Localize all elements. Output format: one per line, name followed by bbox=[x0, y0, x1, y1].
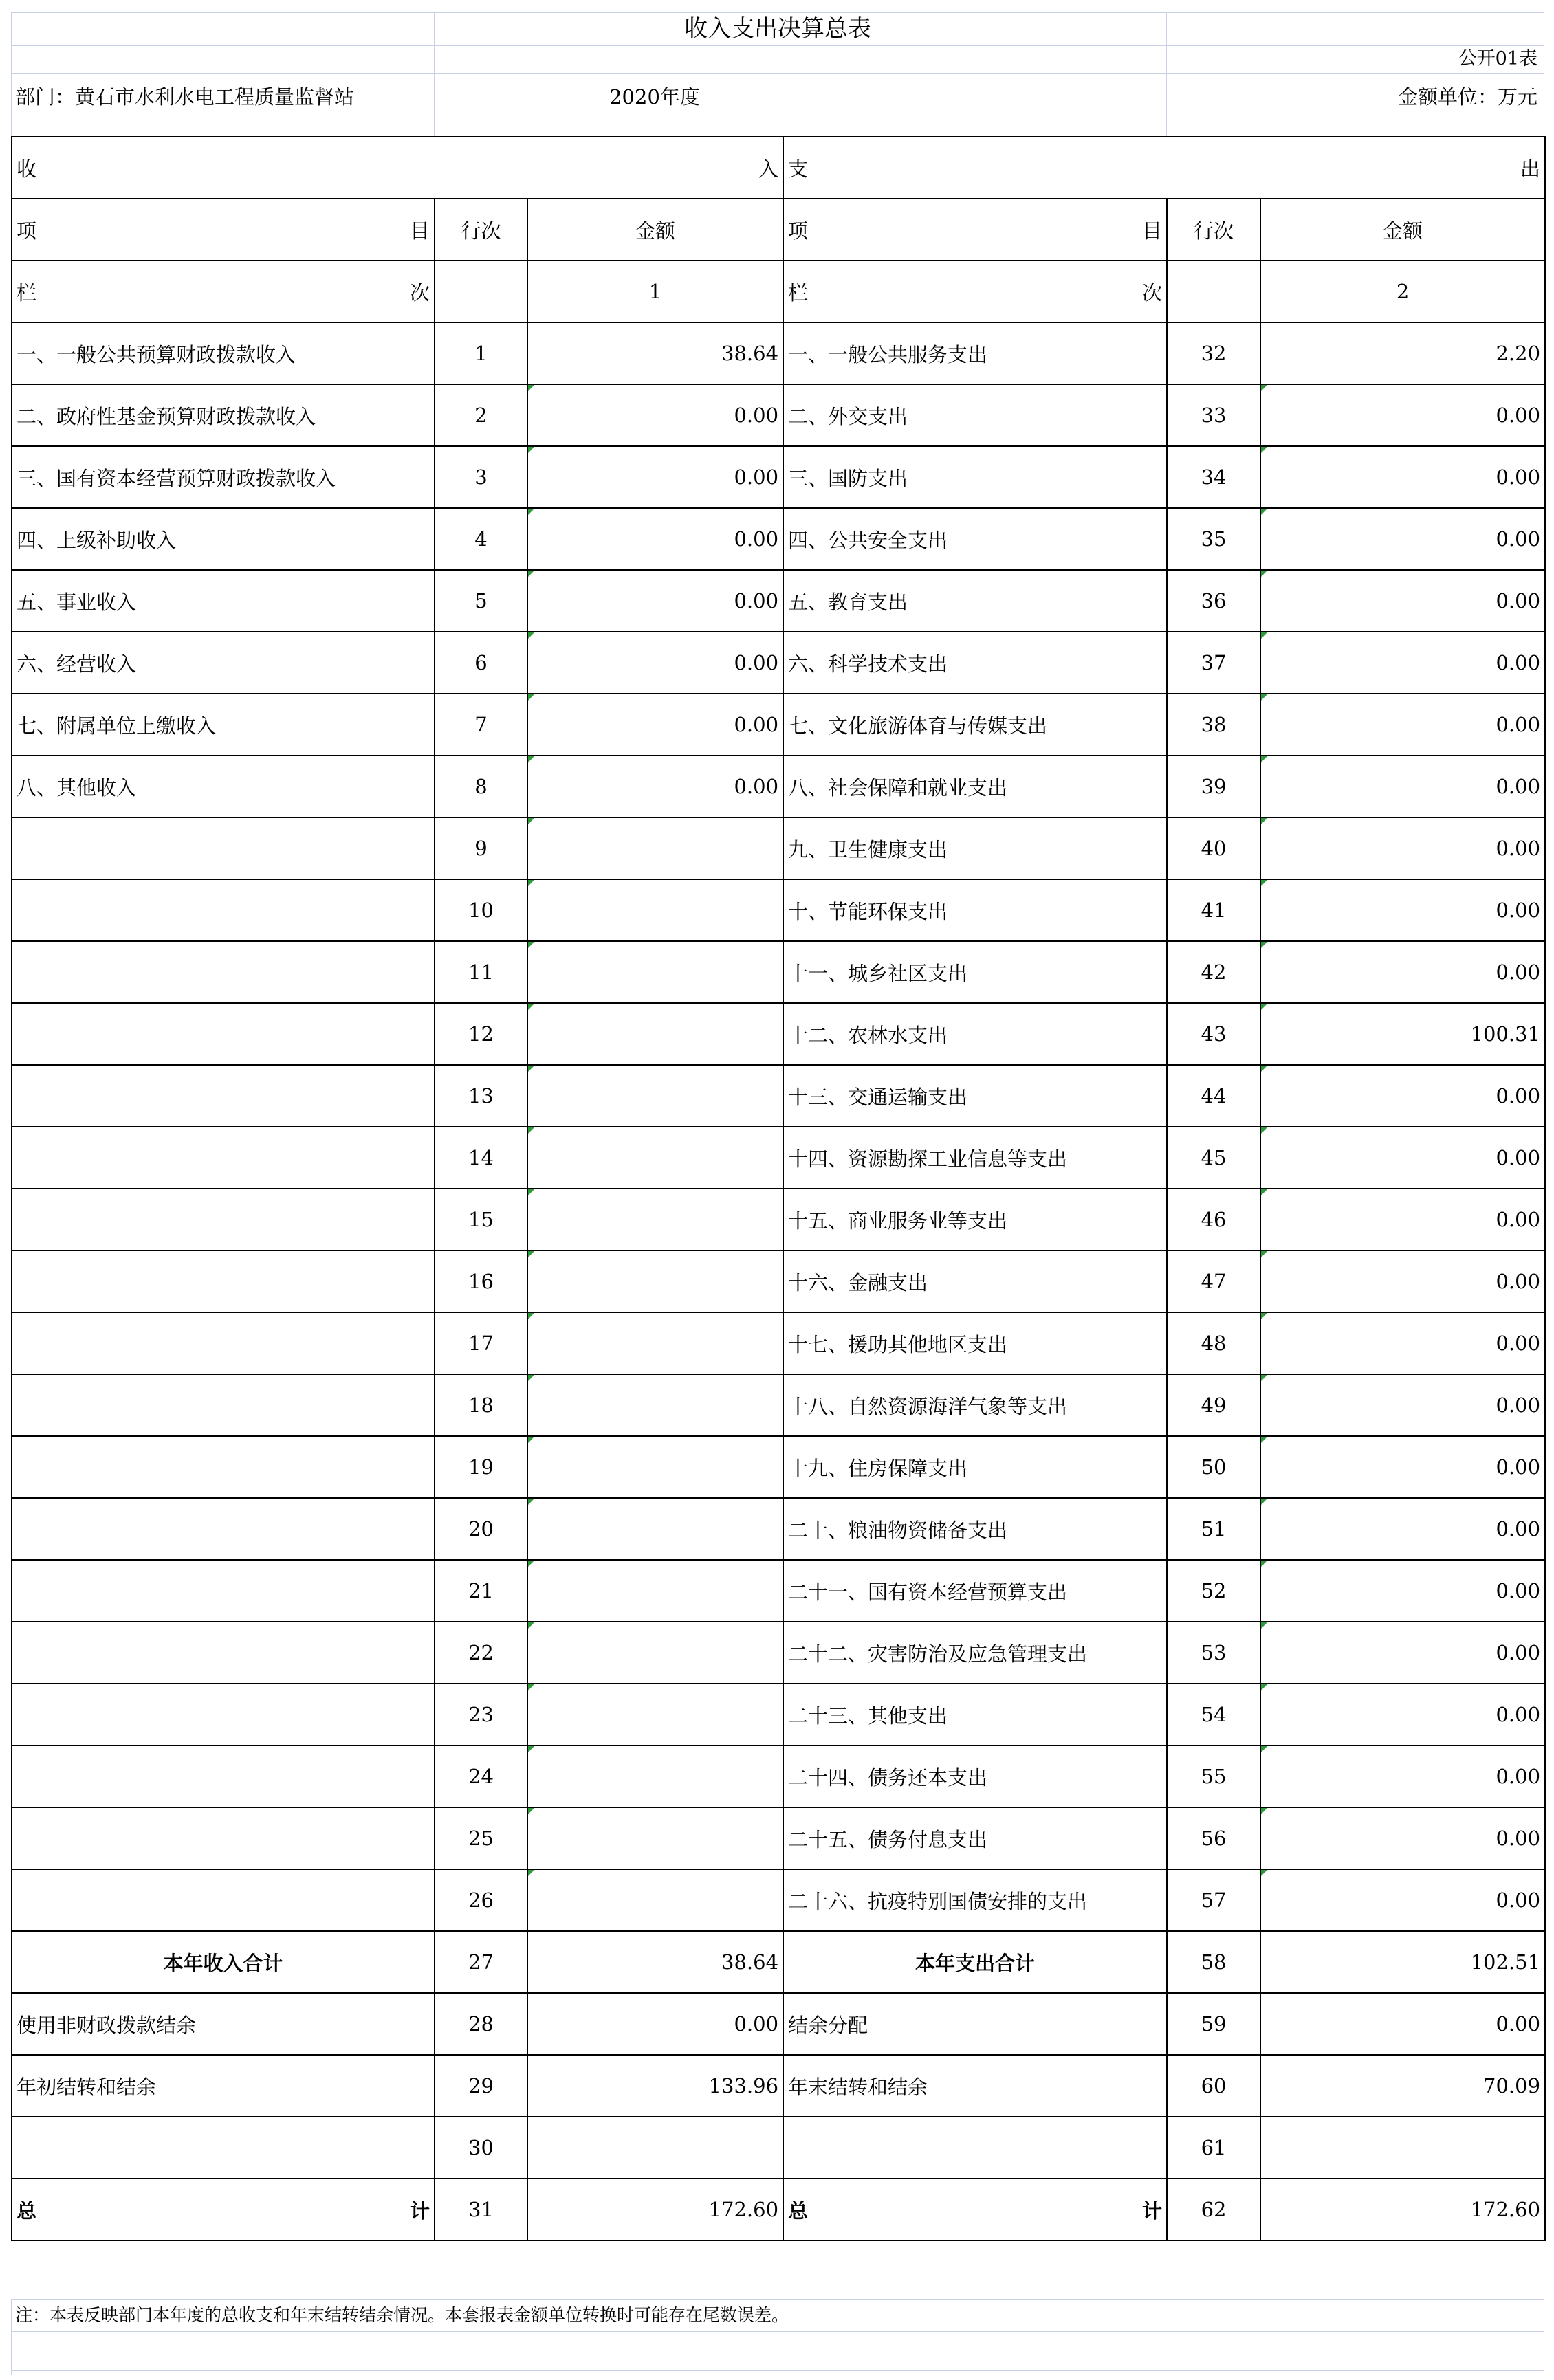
expense-rowno-cell: 61 bbox=[1167, 2117, 1260, 2179]
income-rowno-cell: 30 bbox=[435, 2117, 527, 2179]
income-item-cell bbox=[12, 1312, 435, 1374]
income-col-index-blank bbox=[435, 261, 527, 322]
income-item-cell bbox=[12, 1250, 435, 1312]
table-row bbox=[12, 1807, 1545, 1869]
expense-amount-cell: 70.09 bbox=[1260, 2055, 1545, 2117]
income-amount-cell bbox=[527, 1312, 783, 1374]
income-section-header: 收 入 bbox=[12, 137, 783, 199]
table-row bbox=[12, 694, 1545, 756]
total-row bbox=[12, 2179, 1545, 2240]
expense-amount-cell bbox=[1260, 2117, 1545, 2179]
unit-label: 金额单位：万元 bbox=[1397, 85, 1537, 109]
expense-item-cell: 一、一般公共服务支出 bbox=[783, 322, 1167, 384]
expense-total-rowno: 62 bbox=[1167, 2179, 1260, 2240]
income-rowno-cell: 29 bbox=[435, 2055, 527, 2117]
expense-item-cell: 二、外交支出 bbox=[783, 384, 1167, 446]
income-amount-cell bbox=[527, 1498, 783, 1560]
income-amount-cell: 0.00 bbox=[527, 384, 783, 446]
expense-amount-cell: 0.00 bbox=[1260, 384, 1545, 446]
income-item-cell bbox=[12, 1807, 435, 1869]
expense-amount-cell: 0.00 bbox=[1260, 1127, 1545, 1189]
expense-amount-cell: 0.00 bbox=[1260, 632, 1545, 694]
expense-section-header: 支 出 bbox=[783, 137, 1545, 199]
expense-total-amount: 172.60 bbox=[1260, 2179, 1545, 2240]
income-amount-cell bbox=[527, 1250, 783, 1312]
table-row bbox=[12, 1560, 1545, 1622]
income-rowno-cell: 26 bbox=[435, 1869, 527, 1931]
expense-rowno-cell: 52 bbox=[1167, 1560, 1260, 1622]
table-row bbox=[12, 1869, 1545, 1931]
income-subtotal-amount: 38.64 bbox=[527, 1931, 783, 1993]
expense-item-cell: 七、文化旅游体育与传媒支出 bbox=[783, 694, 1167, 756]
expense-rowno-cell: 39 bbox=[1167, 756, 1260, 817]
expense-rowno-cell: 53 bbox=[1167, 1622, 1260, 1684]
income-amount-cell bbox=[527, 1374, 783, 1436]
expense-item-cell: 十二、农林水支出 bbox=[783, 1003, 1167, 1065]
table-row bbox=[12, 1622, 1545, 1684]
income-rowno-cell: 18 bbox=[435, 1374, 527, 1436]
expense-amount-cell: 0.00 bbox=[1260, 817, 1545, 879]
income-amount-cell bbox=[527, 1560, 783, 1622]
expense-rowno-cell: 40 bbox=[1167, 817, 1260, 879]
expense-rowno-cell: 34 bbox=[1167, 446, 1260, 508]
income-rowno-cell: 15 bbox=[435, 1189, 527, 1250]
expense-amount-cell: 0.00 bbox=[1260, 1498, 1545, 1560]
table-row bbox=[12, 1250, 1545, 1312]
income-subtotal-label: 本年收入合计 bbox=[12, 1931, 435, 1993]
expense-amount-cell: 0.00 bbox=[1260, 1560, 1545, 1622]
report-title: 收入支出决算总表 bbox=[684, 15, 871, 43]
income-item-cell bbox=[12, 1684, 435, 1745]
income-amount-cell bbox=[527, 1127, 783, 1189]
expense-amount-cell: 0.00 bbox=[1260, 1374, 1545, 1436]
income-item-cell bbox=[12, 1003, 435, 1065]
table-row bbox=[12, 446, 1545, 508]
income-amount-cell: 38.64 bbox=[527, 322, 783, 384]
income-amount-cell: 0.00 bbox=[527, 694, 783, 756]
table-row bbox=[12, 1993, 1545, 2055]
income-item-cell: 五、事业收入 bbox=[12, 570, 435, 632]
header-row-index bbox=[12, 261, 1545, 322]
income-amount-cell: 0.00 bbox=[527, 570, 783, 632]
table-row bbox=[12, 1312, 1545, 1374]
expense-amount-cell: 0.00 bbox=[1260, 1189, 1545, 1250]
income-item-cell: 七、附属单位上缴收入 bbox=[12, 694, 435, 756]
income-rowno-cell: 11 bbox=[435, 941, 527, 1003]
expense-amount-cell: 0.00 bbox=[1260, 1684, 1545, 1745]
income-rowno-cell: 2 bbox=[435, 384, 527, 446]
income-rowno-cell: 6 bbox=[435, 632, 527, 694]
income-amount-cell: 0.00 bbox=[527, 756, 783, 817]
header-row-columns bbox=[12, 199, 1545, 261]
table-row bbox=[12, 508, 1545, 570]
income-total-amount: 172.60 bbox=[527, 2179, 783, 2240]
expense-amount-header: 金额 bbox=[1260, 199, 1545, 261]
income-amount-cell bbox=[527, 1003, 783, 1065]
table-row bbox=[12, 1189, 1545, 1250]
expense-rowno-cell: 38 bbox=[1167, 694, 1260, 756]
table-row bbox=[12, 1065, 1545, 1127]
income-item-cell bbox=[12, 1869, 435, 1931]
expense-rowno-cell: 51 bbox=[1167, 1498, 1260, 1560]
expense-item-cell bbox=[783, 2117, 1167, 2179]
form-code: 公开01表 bbox=[1458, 48, 1537, 69]
income-amount-cell bbox=[527, 1622, 783, 1684]
table-row bbox=[12, 817, 1545, 879]
income-amount-cell bbox=[527, 879, 783, 941]
expense-item-cell: 二十、粮油物资储备支出 bbox=[783, 1498, 1167, 1560]
income-item-cell bbox=[12, 879, 435, 941]
table-row bbox=[12, 756, 1545, 817]
income-rowno-cell: 4 bbox=[435, 508, 527, 570]
expense-amount-cell: 0.00 bbox=[1260, 694, 1545, 756]
expense-item-cell: 十五、商业服务业等支出 bbox=[783, 1189, 1167, 1250]
expense-amount-cell: 0.00 bbox=[1260, 1622, 1545, 1684]
income-item-cell bbox=[12, 1374, 435, 1436]
income-amount-cell bbox=[527, 1869, 783, 1931]
expense-amount-cell: 2.20 bbox=[1260, 322, 1545, 384]
income-amount-cell: 0.00 bbox=[527, 446, 783, 508]
expense-item-cell: 四、公共安全支出 bbox=[783, 508, 1167, 570]
expense-rowno-cell: 45 bbox=[1167, 1127, 1260, 1189]
income-item-cell: 三、国有资本经营预算财政拨款收入 bbox=[12, 446, 435, 508]
expense-rowno-cell: 55 bbox=[1167, 1745, 1260, 1807]
expense-item-cell: 八、社会保障和就业支出 bbox=[783, 756, 1167, 817]
income-rowno-cell: 16 bbox=[435, 1250, 527, 1312]
table-row bbox=[12, 1003, 1545, 1065]
expense-item-cell: 十四、资源勘探工业信息等支出 bbox=[783, 1127, 1167, 1189]
expense-rowno-cell: 54 bbox=[1167, 1684, 1260, 1745]
expense-item-cell: 二十二、灾害防治及应急管理支出 bbox=[783, 1622, 1167, 1684]
income-rowno-cell: 22 bbox=[435, 1622, 527, 1684]
expense-amount-cell: 0.00 bbox=[1260, 941, 1545, 1003]
expense-rowno-cell: 49 bbox=[1167, 1374, 1260, 1436]
income-amount-cell bbox=[527, 1436, 783, 1498]
income-subtotal-rowno: 27 bbox=[435, 1931, 527, 1993]
expense-amount-cell: 0.00 bbox=[1260, 1436, 1545, 1498]
income-rowno-cell: 23 bbox=[435, 1684, 527, 1745]
expense-item-cell: 十六、金融支出 bbox=[783, 1250, 1167, 1312]
income-expense-table bbox=[11, 136, 1546, 2241]
income-col-index: 1 bbox=[527, 261, 783, 322]
income-amount-cell: 0.00 bbox=[527, 632, 783, 694]
expense-rowno-header: 行次 bbox=[1167, 199, 1260, 261]
income-item-cell bbox=[12, 1127, 435, 1189]
expense-item-cell: 二十五、债务付息支出 bbox=[783, 1807, 1167, 1869]
income-rowno-cell: 1 bbox=[435, 322, 527, 384]
income-item-cell: 八、其他收入 bbox=[12, 756, 435, 817]
table-row bbox=[12, 1127, 1545, 1189]
income-rowno-cell: 19 bbox=[435, 1436, 527, 1498]
table-row bbox=[12, 632, 1545, 694]
income-amount-cell bbox=[527, 1189, 783, 1250]
income-item-cell bbox=[12, 817, 435, 879]
table-row bbox=[12, 879, 1545, 941]
income-item-cell: 年初结转和结余 bbox=[12, 2055, 435, 2117]
table-row bbox=[12, 1498, 1545, 1560]
expense-subtotal-amount: 102.51 bbox=[1260, 1931, 1545, 1993]
expense-item-cell: 二十三、其他支出 bbox=[783, 1684, 1167, 1745]
expense-item-cell: 六、科学技术支出 bbox=[783, 632, 1167, 694]
expense-amount-cell: 0.00 bbox=[1260, 508, 1545, 570]
expense-rowno-cell: 36 bbox=[1167, 570, 1260, 632]
expense-amount-cell: 100.31 bbox=[1260, 1003, 1545, 1065]
table-row bbox=[12, 322, 1545, 384]
income-item-cell: 使用非财政拨款结余 bbox=[12, 1993, 435, 2055]
income-item-cell bbox=[12, 1436, 435, 1498]
income-col-index-label: 栏 次 bbox=[12, 261, 435, 322]
income-item-cell bbox=[12, 1622, 435, 1684]
expense-total-label: 总 计 bbox=[783, 2179, 1167, 2240]
expense-rowno-cell: 42 bbox=[1167, 941, 1260, 1003]
expense-item-cell: 五、教育支出 bbox=[783, 570, 1167, 632]
header-row-sections bbox=[12, 137, 1545, 199]
expense-item-cell: 结余分配 bbox=[783, 1993, 1167, 2055]
income-amount-cell bbox=[527, 2117, 783, 2179]
expense-item-cell: 十九、住房保障支出 bbox=[783, 1436, 1167, 1498]
expense-rowno-cell: 56 bbox=[1167, 1807, 1260, 1869]
income-item-cell bbox=[12, 2117, 435, 2179]
expense-rowno-cell: 35 bbox=[1167, 508, 1260, 570]
expense-amount-cell: 0.00 bbox=[1260, 1869, 1545, 1931]
expense-amount-cell: 0.00 bbox=[1260, 756, 1545, 817]
expense-item-cell: 十、节能环保支出 bbox=[783, 879, 1167, 941]
income-rowno-cell: 14 bbox=[435, 1127, 527, 1189]
income-rowno-header: 行次 bbox=[435, 199, 527, 261]
year-label: 2020年度 bbox=[609, 85, 700, 109]
expense-rowno-cell: 33 bbox=[1167, 384, 1260, 446]
expense-subtotal-label: 本年支出合计 bbox=[783, 1931, 1167, 1993]
expense-amount-cell: 0.00 bbox=[1260, 1312, 1545, 1374]
footnote: 注：本表反映部门本年度的总收支和年末结转结余情况。本套报表金额单位转换时可能存在尾数误差。 bbox=[15, 2305, 789, 2325]
income-item-cell bbox=[12, 1560, 435, 1622]
income-rowno-cell: 28 bbox=[435, 1993, 527, 2055]
expense-item-cell: 年末结转和结余 bbox=[783, 2055, 1167, 2117]
expense-rowno-cell: 46 bbox=[1167, 1189, 1260, 1250]
income-rowno-cell: 8 bbox=[435, 756, 527, 817]
expense-item-cell: 十七、援助其他地区支出 bbox=[783, 1312, 1167, 1374]
expense-amount-cell: 0.00 bbox=[1260, 1065, 1545, 1127]
income-rowno-cell: 12 bbox=[435, 1003, 527, 1065]
income-item-cell: 四、上级补助收入 bbox=[12, 508, 435, 570]
expense-rowno-cell: 48 bbox=[1167, 1312, 1260, 1374]
expense-rowno-cell: 47 bbox=[1167, 1250, 1260, 1312]
expense-rowno-cell: 43 bbox=[1167, 1003, 1260, 1065]
income-amount-header: 金额 bbox=[527, 199, 783, 261]
income-item-cell bbox=[12, 941, 435, 1003]
expense-item-cell: 十一、城乡社区支出 bbox=[783, 941, 1167, 1003]
table-row bbox=[12, 2117, 1545, 2179]
income-total-label: 总 计 bbox=[12, 2179, 435, 2240]
income-item-cell bbox=[12, 1745, 435, 1807]
income-item-cell: 六、经营收入 bbox=[12, 632, 435, 694]
income-item-cell bbox=[12, 1065, 435, 1127]
income-item-header: 项 目 bbox=[12, 199, 435, 261]
income-amount-cell bbox=[527, 1807, 783, 1869]
table-row bbox=[12, 2055, 1545, 2117]
table-row bbox=[12, 1436, 1545, 1498]
expense-subtotal-rowno: 58 bbox=[1167, 1931, 1260, 1993]
expense-col-index-label: 栏 次 bbox=[783, 261, 1167, 322]
table-row bbox=[12, 384, 1545, 446]
table-row bbox=[12, 1684, 1545, 1745]
expense-amount-cell: 0.00 bbox=[1260, 570, 1545, 632]
expense-item-cell: 二十四、债务还本支出 bbox=[783, 1745, 1167, 1807]
income-amount-cell bbox=[527, 1065, 783, 1127]
expense-rowno-cell: 60 bbox=[1167, 2055, 1260, 2117]
income-total-rowno: 31 bbox=[435, 2179, 527, 2240]
income-amount-cell bbox=[527, 817, 783, 879]
expense-col-index: 2 bbox=[1260, 261, 1545, 322]
table-row bbox=[12, 941, 1545, 1003]
expense-amount-cell: 0.00 bbox=[1260, 1993, 1545, 2055]
expense-item-header: 项 目 bbox=[783, 199, 1167, 261]
expense-col-index-blank bbox=[1167, 261, 1260, 322]
income-rowno-cell: 10 bbox=[435, 879, 527, 941]
income-rowno-cell: 24 bbox=[435, 1745, 527, 1807]
expense-item-cell: 三、国防支出 bbox=[783, 446, 1167, 508]
income-rowno-cell: 17 bbox=[435, 1312, 527, 1374]
expense-item-cell: 二十六、抗疫特别国债安排的支出 bbox=[783, 1869, 1167, 1931]
expense-rowno-cell: 44 bbox=[1167, 1065, 1260, 1127]
expense-item-cell: 九、卫生健康支出 bbox=[783, 817, 1167, 879]
income-rowno-cell: 9 bbox=[435, 817, 527, 879]
income-amount-cell: 0.00 bbox=[527, 1993, 783, 2055]
income-rowno-cell: 5 bbox=[435, 570, 527, 632]
subtotal-row bbox=[12, 1931, 1545, 1993]
expense-amount-cell: 0.00 bbox=[1260, 879, 1545, 941]
department-label: 部门：黄石市水利水电工程质量监督站 bbox=[15, 85, 355, 109]
table-row bbox=[12, 570, 1545, 632]
income-item-cell: 二、政府性基金预算财政拨款收入 bbox=[12, 384, 435, 446]
income-rowno-cell: 7 bbox=[435, 694, 527, 756]
expense-amount-cell: 0.00 bbox=[1260, 1250, 1545, 1312]
table-row bbox=[12, 1374, 1545, 1436]
expense-amount-cell: 0.00 bbox=[1260, 1745, 1545, 1807]
expense-item-cell: 十八、自然资源海洋气象等支出 bbox=[783, 1374, 1167, 1436]
income-rowno-cell: 13 bbox=[435, 1065, 527, 1127]
expense-amount-cell: 0.00 bbox=[1260, 446, 1545, 508]
income-amount-cell: 133.96 bbox=[527, 2055, 783, 2117]
income-amount-cell: 0.00 bbox=[527, 508, 783, 570]
expense-rowno-cell: 50 bbox=[1167, 1436, 1260, 1498]
income-item-cell bbox=[12, 1189, 435, 1250]
expense-rowno-cell: 57 bbox=[1167, 1869, 1260, 1931]
income-amount-cell bbox=[527, 1745, 783, 1807]
expense-amount-cell: 0.00 bbox=[1260, 1807, 1545, 1869]
expense-rowno-cell: 32 bbox=[1167, 322, 1260, 384]
income-rowno-cell: 25 bbox=[435, 1807, 527, 1869]
income-rowno-cell: 20 bbox=[435, 1498, 527, 1560]
income-amount-cell bbox=[527, 1684, 783, 1745]
income-rowno-cell: 21 bbox=[435, 1560, 527, 1622]
table-row bbox=[12, 1745, 1545, 1807]
income-item-cell bbox=[12, 1498, 435, 1560]
income-item-cell: 一、一般公共预算财政拨款收入 bbox=[12, 322, 435, 384]
income-amount-cell bbox=[527, 941, 783, 1003]
expense-item-cell: 十三、交通运输支出 bbox=[783, 1065, 1167, 1127]
income-rowno-cell: 3 bbox=[435, 446, 527, 508]
expense-rowno-cell: 37 bbox=[1167, 632, 1260, 694]
expense-rowno-cell: 59 bbox=[1167, 1993, 1260, 2055]
expense-rowno-cell: 41 bbox=[1167, 879, 1260, 941]
expense-item-cell: 二十一、国有资本经营预算支出 bbox=[783, 1560, 1167, 1622]
